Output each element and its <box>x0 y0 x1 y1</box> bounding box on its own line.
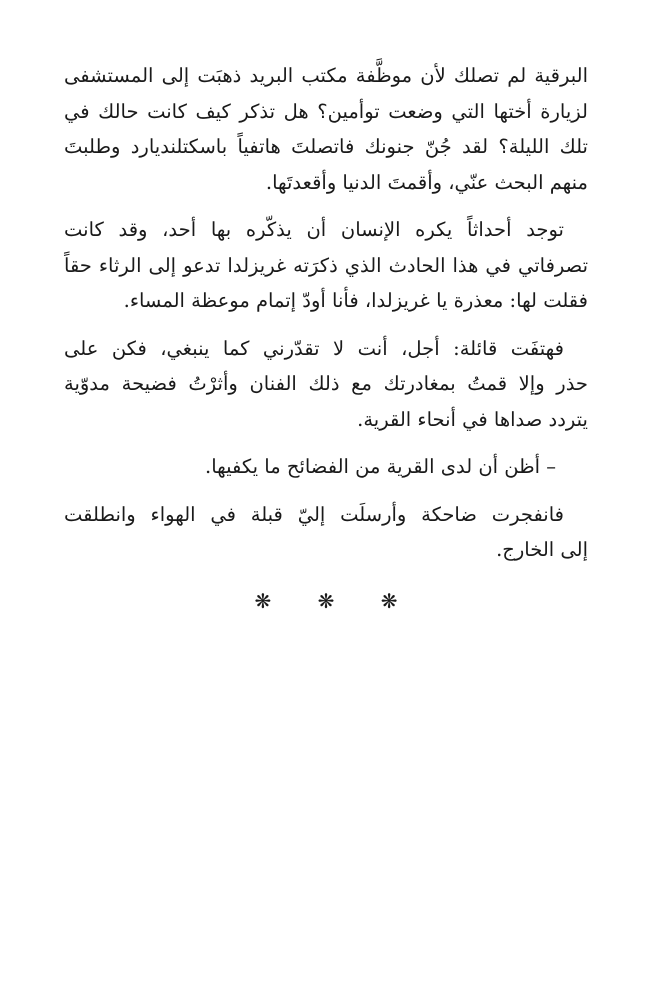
text-line: توجد أحداثاً يكره الإنسان أن يذكّره بها أحد، وقد كانت <box>64 218 564 241</box>
paragraph-1 <box>64 58 588 200</box>
text-line: لزيارة أختها التي وضعت توأمين؟ هل تذكر كيف كانت حالك في <box>64 99 588 123</box>
text-line: حذر وإلا قمتُ بمغادرتك مع ذلك الفنان وأثرْتُ فضيحة مدوّية <box>64 372 588 395</box>
paragraph-4-dialogue <box>64 449 588 485</box>
text-line: منهم البحث عنّي، وأقمتَ الدنيا وأقعدتَها. <box>265 170 588 194</box>
text-line: فهتفَت قائلة: أجل، أنت لا تقدّرني كما ينبغي، فكن على <box>64 336 564 360</box>
text-line: فانفجرت ضاحكة وأرسلَت إليّ قبلة في الهواء وانطلقت <box>64 502 564 526</box>
page-text <box>64 58 588 619</box>
text-line: فقلت لها: معذرة يا غريزلدا، فأنا أودّ إتمام موعظة المساء. <box>123 289 588 312</box>
text-line: تلك الليلة؟ لقد جُنّ جنونك فاتصلتَ هاتفياً باسكتلنديارد وطلبتَ <box>64 135 588 158</box>
text-line: يتردد صداها في أنحاء القرية. <box>357 407 588 431</box>
paragraph-3 <box>64 331 588 438</box>
paragraph-2 <box>64 212 588 319</box>
text-line: البرقية لم تصلك لأن موظَّفة مكتب البريد ذهبَت إلى المستشفى <box>64 64 588 87</box>
section-separator: ❋ ❋ ❋ <box>254 588 418 613</box>
text-line: إلى الخارج. <box>496 538 588 561</box>
text-line: – أظن أن لدى القرية من الفضائح ما يكفيها. <box>205 455 556 478</box>
paragraph-5 <box>64 497 588 568</box>
text-line: تصرفاتي في هذا الحادث الذي ذكرَته غريزلدا تدعو إلى الرثاء حقاً <box>64 253 588 277</box>
